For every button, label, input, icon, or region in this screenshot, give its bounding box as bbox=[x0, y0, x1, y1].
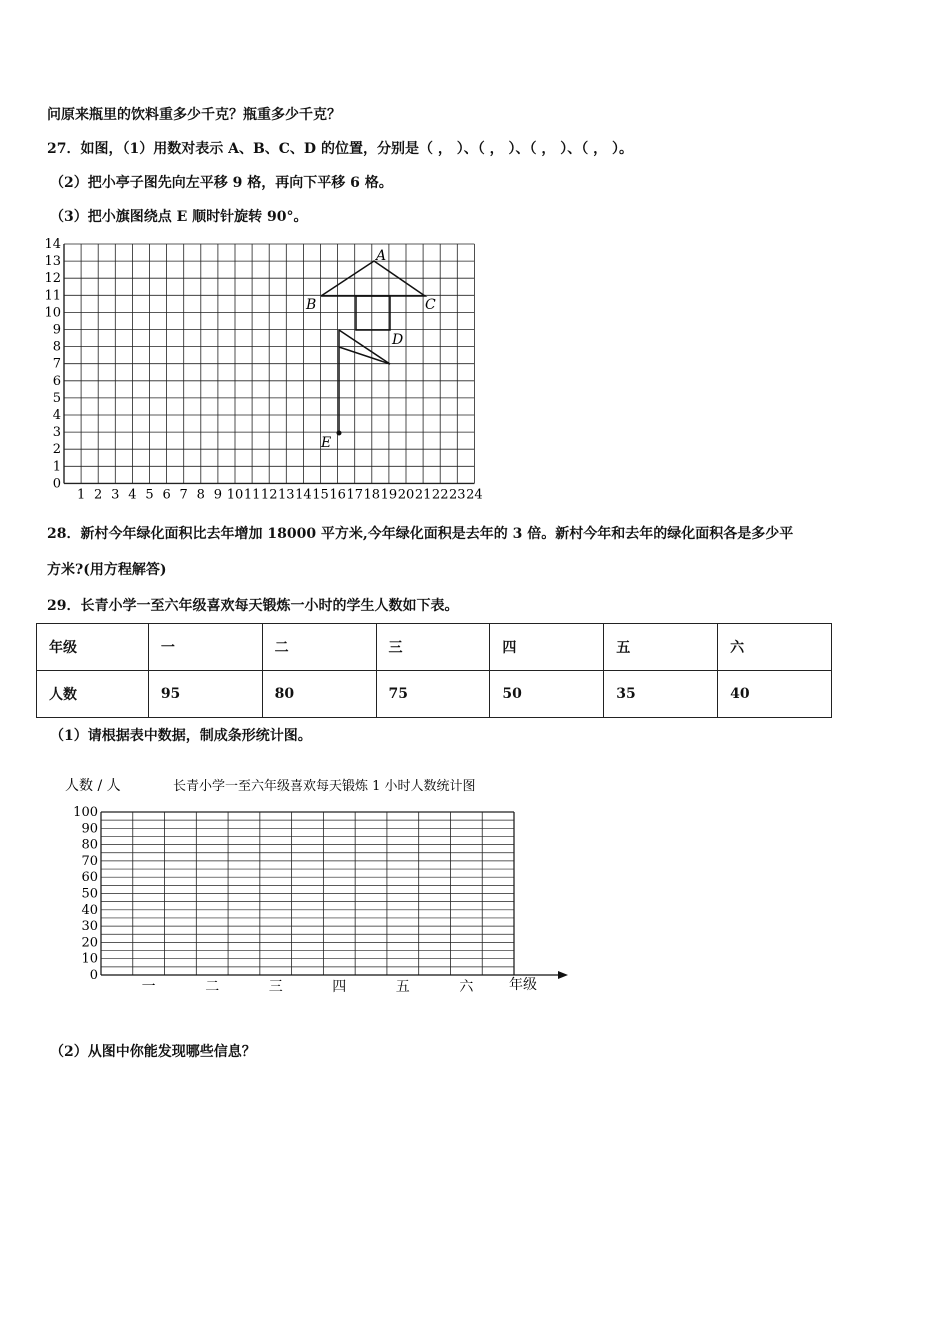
table-cell: 年级 bbox=[37, 624, 149, 671]
table-row bbox=[37, 624, 832, 671]
point-label-a: A bbox=[376, 248, 387, 264]
y-tick-label: 1 bbox=[52, 459, 61, 475]
point-label-d: D bbox=[392, 332, 404, 348]
chart-y-tick-label: 40 bbox=[81, 902, 98, 918]
x-tick-label: 13 bbox=[278, 487, 295, 502]
chart-y-tick-label: 90 bbox=[81, 821, 98, 837]
table-cell: 40 bbox=[718, 671, 832, 718]
question-29-part2: （2）从图中你能发现哪些信息？ bbox=[50, 1044, 256, 1060]
table-cell: 95 bbox=[148, 671, 262, 718]
chart-y-tick-label: 100 bbox=[73, 805, 98, 820]
table-cell: 五 bbox=[604, 624, 718, 671]
chart-y-tick-label: 80 bbox=[81, 837, 98, 853]
point-label-e: E bbox=[321, 435, 332, 451]
bar-chart bbox=[55, 770, 585, 1000]
y-tick-label: 8 bbox=[52, 339, 61, 355]
x-tick-label: 24 bbox=[466, 487, 483, 502]
table-cell: 75 bbox=[376, 671, 490, 718]
y-tick-label: 7 bbox=[52, 356, 61, 372]
x-tick-label: 15 bbox=[312, 487, 329, 502]
table-cell: 六 bbox=[718, 624, 832, 671]
coordinate-grid-figure bbox=[40, 236, 490, 502]
x-tick-label: 9 bbox=[213, 487, 223, 502]
y-axis-ticks bbox=[44, 237, 61, 491]
question-29-part1: （1）请根据表中数据，制成条形统计图。 bbox=[50, 728, 312, 744]
y-tick-label: 10 bbox=[44, 305, 61, 321]
x-tick-label: 21 bbox=[414, 487, 432, 502]
x-tick-label: 22 bbox=[431, 487, 449, 502]
x-tick-label: 23 bbox=[449, 487, 466, 502]
table-cell: 35 bbox=[604, 671, 718, 718]
chart-ylabel: 人数 / 人 bbox=[65, 778, 121, 794]
table-cell: 四 bbox=[490, 624, 604, 671]
x-tick-label: 7 bbox=[179, 487, 188, 502]
y-tick-label: 9 bbox=[52, 322, 61, 338]
chart-category-label: 六 bbox=[459, 979, 474, 995]
x-tick-label: 12 bbox=[260, 487, 278, 502]
x-tick-label: 20 bbox=[397, 487, 415, 502]
chart-y-ticks bbox=[73, 805, 98, 983]
question-26-tail: 问原来瓶里的饮料重多少千克？瓶重多少千克？ bbox=[47, 107, 341, 123]
question-27: 27．如图，（1）用数对表示 A、B、C、D 的位置，分别是（ ， ）、（ ， ）、（ ， ）、（ ， ）。 bbox=[47, 141, 633, 157]
chart-category-label: 一 bbox=[141, 979, 156, 995]
chart-category-label: 四 bbox=[332, 979, 347, 995]
x-tick-label: 17 bbox=[346, 487, 363, 502]
chart-category-label: 二 bbox=[205, 979, 220, 995]
chart-y-tick-label: 50 bbox=[81, 886, 98, 902]
chart-category-label: 五 bbox=[395, 979, 410, 995]
question-27-part2: （2）把小亭子图先向左平移 9 格，再向下平移 6 格。 bbox=[50, 175, 393, 191]
grid-lines bbox=[64, 244, 474, 483]
x-tick-label: 11 bbox=[243, 487, 261, 502]
x-axis-arrow-head bbox=[558, 971, 568, 979]
y-tick-label: 0 bbox=[52, 476, 61, 492]
question-28-line1: 28．新村今年绿化面积比去年增加 18000 平方米,今年绿化面积是去年的 3 倍。新村今年和去年的绿化面积各是多少平 bbox=[47, 526, 794, 542]
y-tick-label: 5 bbox=[52, 390, 61, 406]
x-tick-label: 19 bbox=[380, 487, 398, 502]
y-tick-label: 11 bbox=[44, 288, 61, 304]
table-cell: 二 bbox=[262, 624, 376, 671]
x-tick-label: 6 bbox=[162, 487, 171, 502]
chart-xlabel: 年级 bbox=[509, 977, 537, 993]
point-e-dot bbox=[337, 431, 342, 436]
x-tick-label: 10 bbox=[226, 487, 244, 502]
x-tick-label: 2 bbox=[94, 487, 103, 502]
question-28-line2: 方米?(用方程解答) bbox=[47, 562, 167, 578]
chart-grid bbox=[101, 812, 514, 975]
x-tick-label: 18 bbox=[363, 487, 381, 502]
chart-title: 长青小学一至六年级喜欢每天锻炼 1 小时人数统计图 bbox=[173, 779, 476, 794]
x-tick-label: 8 bbox=[196, 487, 205, 502]
chart-y-tick-label: 20 bbox=[81, 935, 98, 951]
table-cell: 三 bbox=[376, 624, 490, 671]
chart-y-tick-label: 70 bbox=[81, 853, 98, 869]
y-tick-label: 2 bbox=[52, 442, 61, 458]
chart-y-tick-label: 0 bbox=[89, 968, 98, 983]
figure-shapes bbox=[321, 261, 425, 436]
table-cell: 50 bbox=[490, 671, 604, 718]
point-label-c: C bbox=[425, 297, 436, 313]
table-row bbox=[37, 671, 832, 718]
x-tick-label: 14 bbox=[295, 487, 312, 502]
chart-y-tick-label: 60 bbox=[81, 870, 98, 886]
x-tick-label: 1 bbox=[76, 487, 86, 502]
question-27-part3: （3）把小旗图绕点 E 顺时针旋转 90°。 bbox=[50, 209, 308, 225]
pavilion-body bbox=[356, 296, 390, 330]
y-tick-label: 6 bbox=[52, 373, 61, 389]
student-count-table bbox=[36, 623, 832, 718]
y-tick-label: 14 bbox=[44, 237, 61, 252]
question-29: 29．长青小学一至六年级喜欢每天锻炼一小时的学生人数如下表。 bbox=[47, 598, 459, 614]
x-tick-label: 3 bbox=[111, 487, 120, 502]
chart-y-tick-label: 30 bbox=[81, 919, 98, 935]
table-cell: 80 bbox=[262, 671, 376, 718]
table-cell: 一 bbox=[148, 624, 262, 671]
y-tick-label: 3 bbox=[52, 425, 61, 441]
chart-y-tick-label: 10 bbox=[81, 951, 98, 967]
x-tick-label: 5 bbox=[145, 487, 154, 502]
chart-category-label: 三 bbox=[268, 979, 283, 995]
x-tick-label: 16 bbox=[329, 487, 346, 502]
table-cell: 人数 bbox=[37, 671, 149, 718]
x-tick-label: 4 bbox=[128, 487, 137, 502]
chart-categories bbox=[142, 979, 475, 995]
y-tick-label: 4 bbox=[52, 408, 61, 423]
y-tick-label: 12 bbox=[44, 271, 61, 287]
point-label-b: B bbox=[306, 297, 317, 313]
y-tick-label: 13 bbox=[44, 254, 61, 270]
x-axis-ticks bbox=[77, 487, 483, 502]
